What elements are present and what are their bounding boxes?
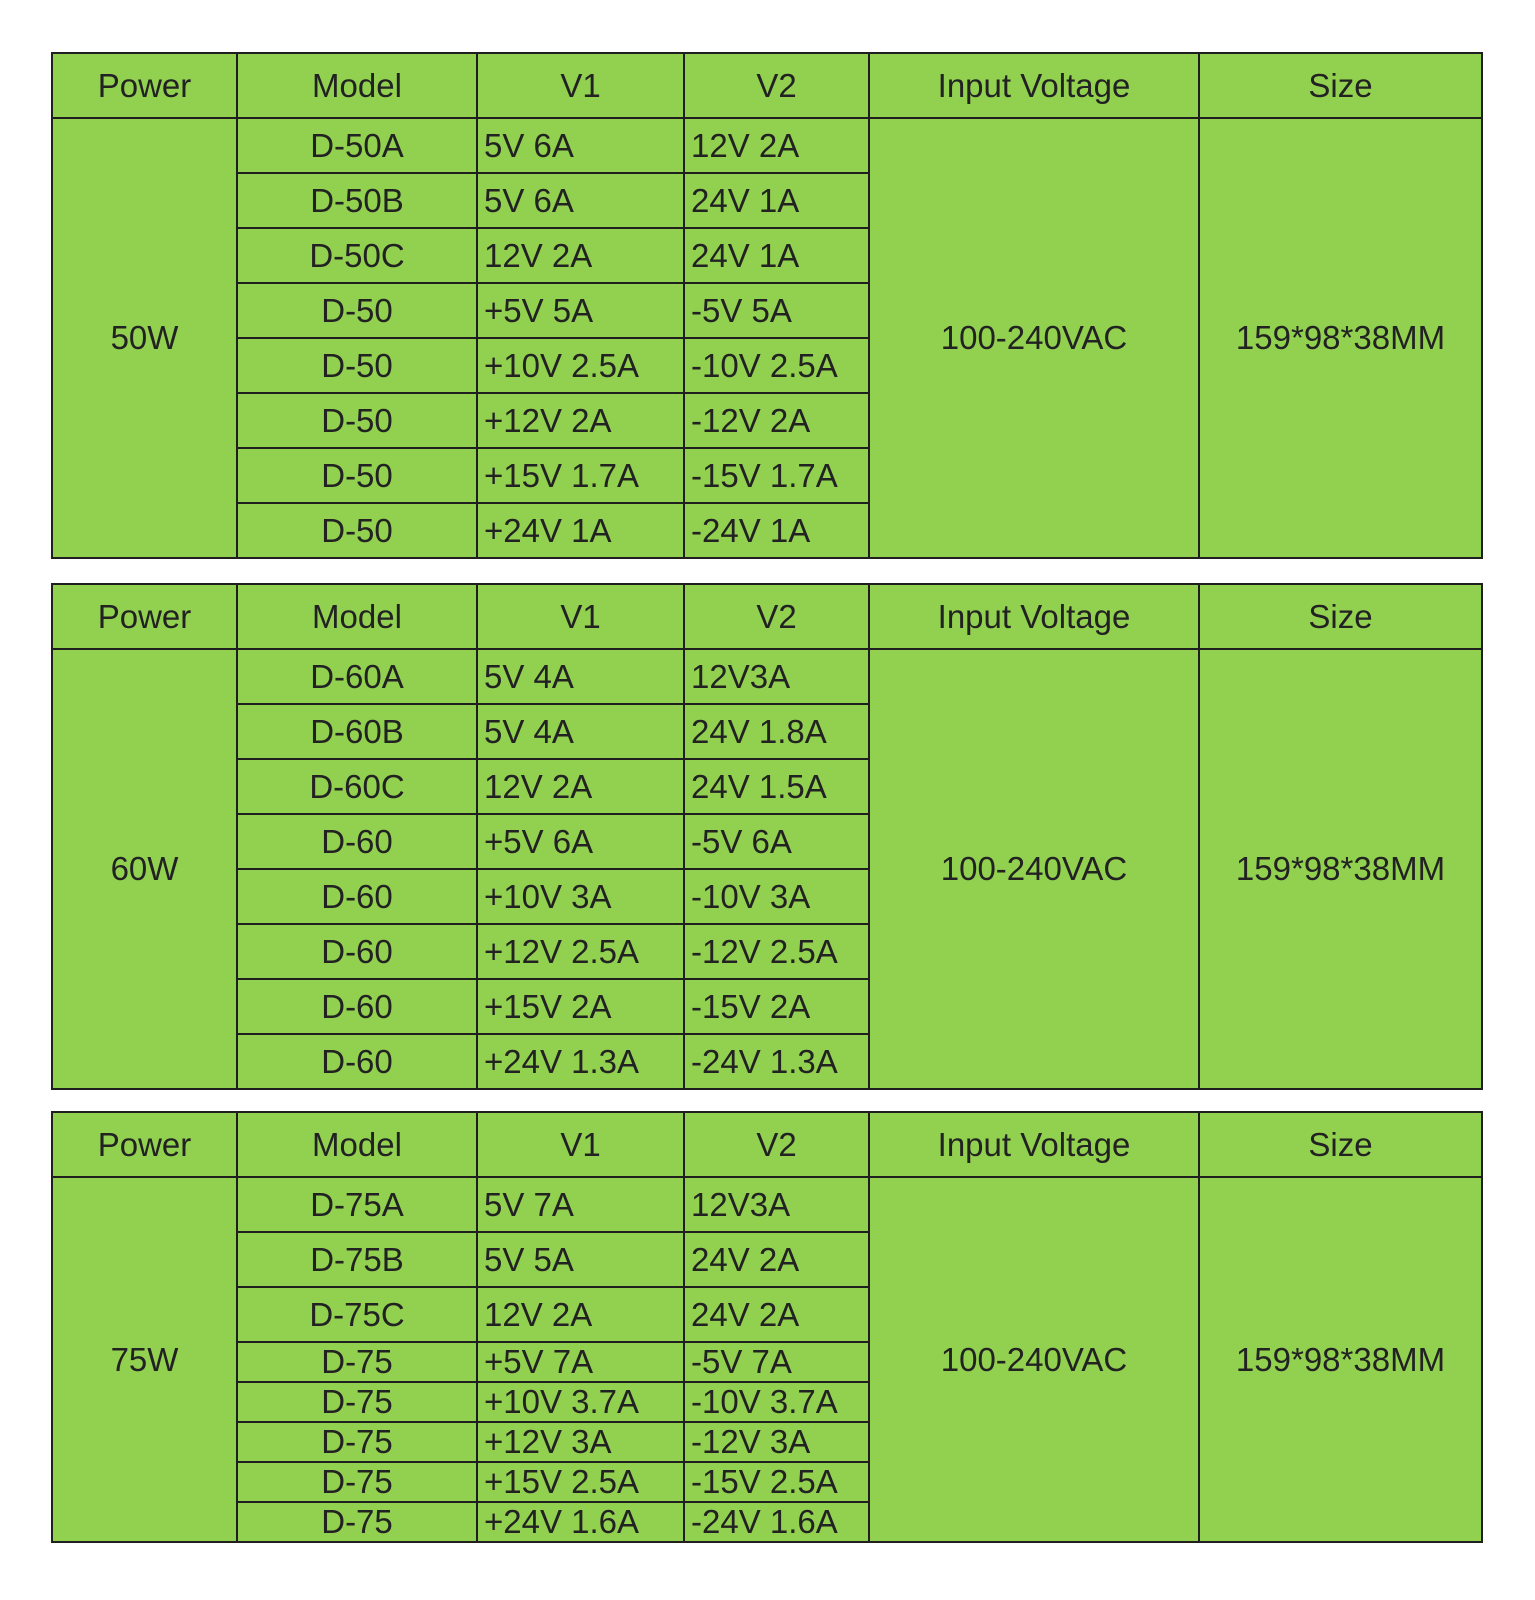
power-cell: 60W xyxy=(52,649,237,1089)
header-v1: V1 xyxy=(477,1112,684,1177)
v2-cell: 12V 2A xyxy=(684,118,869,173)
v1-cell: +24V 1.6A xyxy=(477,1502,684,1542)
v2-cell: 24V 2A xyxy=(684,1232,869,1287)
model-cell: D-75 xyxy=(237,1462,477,1502)
power-cell: 50W xyxy=(52,118,237,558)
input-voltage-cell: 100-240VAC xyxy=(869,1177,1199,1542)
model-cell: D-60A xyxy=(237,649,477,704)
header-v2: V2 xyxy=(684,1112,869,1177)
model-cell: D-50A xyxy=(237,118,477,173)
header-input-voltage: Input Voltage xyxy=(869,53,1199,118)
header-power: Power xyxy=(52,584,237,649)
size-cell: 159*98*38MM xyxy=(1199,649,1482,1089)
table-row xyxy=(52,118,1482,173)
model-cell: D-60 xyxy=(237,814,477,869)
v1-cell: +10V 3.7A xyxy=(477,1382,684,1422)
header-model: Model xyxy=(237,53,477,118)
model-cell: D-60 xyxy=(237,869,477,924)
header-size: Size xyxy=(1199,53,1482,118)
v2-cell: -24V 1.6A xyxy=(684,1502,869,1542)
v2-cell: -5V 6A xyxy=(684,814,869,869)
v2-cell: -24V 1A xyxy=(684,503,869,558)
v1-cell: 12V 2A xyxy=(477,228,684,283)
model-cell: D-75 xyxy=(237,1422,477,1462)
model-cell: D-60 xyxy=(237,979,477,1034)
model-cell: D-60C xyxy=(237,759,477,814)
header-v1: V1 xyxy=(477,53,684,118)
model-cell: D-50 xyxy=(237,393,477,448)
v1-cell: +12V 2A xyxy=(477,393,684,448)
v2-cell: 12V3A xyxy=(684,649,869,704)
v2-cell: -12V 3A xyxy=(684,1422,869,1462)
v1-cell: +12V 3A xyxy=(477,1422,684,1462)
v1-cell: +10V 2.5A xyxy=(477,338,684,393)
v1-cell: 12V 2A xyxy=(477,759,684,814)
model-cell: D-75 xyxy=(237,1382,477,1422)
v1-cell: +15V 2A xyxy=(477,979,684,1034)
header-input-voltage: Input Voltage xyxy=(869,584,1199,649)
v1-cell: +15V 2.5A xyxy=(477,1462,684,1502)
v1-cell: +5V 7A xyxy=(477,1342,684,1382)
header-v2: V2 xyxy=(684,584,869,649)
header-input-voltage: Input Voltage xyxy=(869,1112,1199,1177)
v2-cell: 24V 1.5A xyxy=(684,759,869,814)
header-model: Model xyxy=(237,1112,477,1177)
v2-cell: 12V3A xyxy=(684,1177,869,1232)
v1-cell: +12V 2.5A xyxy=(477,924,684,979)
v1-cell: 5V 6A xyxy=(477,118,684,173)
size-cell: 159*98*38MM xyxy=(1199,1177,1482,1542)
model-cell: D-50 xyxy=(237,338,477,393)
table-row xyxy=(52,649,1482,704)
model-cell: D-60B xyxy=(237,704,477,759)
header-v1: V1 xyxy=(477,584,684,649)
header-row xyxy=(52,1112,1482,1177)
model-cell: D-75A xyxy=(237,1177,477,1232)
v1-cell: +5V 5A xyxy=(477,283,684,338)
v2-cell: -10V 3.7A xyxy=(684,1382,869,1422)
model-cell: D-75 xyxy=(237,1502,477,1542)
spec-table-75w xyxy=(51,1111,1483,1543)
v1-cell: +24V 1.3A xyxy=(477,1034,684,1089)
v1-cell: 5V 5A xyxy=(477,1232,684,1287)
v2-cell: 24V 1A xyxy=(684,228,869,283)
v2-cell: -5V 5A xyxy=(684,283,869,338)
v2-cell: -12V 2A xyxy=(684,393,869,448)
header-model: Model xyxy=(237,584,477,649)
model-cell: D-50B xyxy=(237,173,477,228)
v2-cell: -5V 7A xyxy=(684,1342,869,1382)
v2-cell: -15V 2A xyxy=(684,979,869,1034)
header-row xyxy=(52,53,1482,118)
spec-table-50w xyxy=(51,52,1483,559)
input-voltage-cell: 100-240VAC xyxy=(869,649,1199,1089)
header-power: Power xyxy=(52,1112,237,1177)
v1-cell: 12V 2A xyxy=(477,1287,684,1342)
v2-cell: 24V 1.8A xyxy=(684,704,869,759)
v1-cell: 5V 6A xyxy=(477,173,684,228)
v1-cell: +24V 1A xyxy=(477,503,684,558)
v2-cell: -10V 3A xyxy=(684,869,869,924)
v1-cell: 5V 7A xyxy=(477,1177,684,1232)
power-cell: 75W xyxy=(52,1177,237,1542)
v2-cell: -15V 1.7A xyxy=(684,448,869,503)
model-cell: D-50C xyxy=(237,228,477,283)
model-cell: D-75 xyxy=(237,1342,477,1382)
model-cell: D-60 xyxy=(237,924,477,979)
v2-cell: -15V 2.5A xyxy=(684,1462,869,1502)
v2-cell: -24V 1.3A xyxy=(684,1034,869,1089)
v2-cell: -10V 2.5A xyxy=(684,338,869,393)
model-cell: D-75B xyxy=(237,1232,477,1287)
v1-cell: 5V 4A xyxy=(477,649,684,704)
spec-table-60w xyxy=(51,583,1483,1090)
header-size: Size xyxy=(1199,1112,1482,1177)
model-cell: D-60 xyxy=(237,1034,477,1089)
model-cell: D-75C xyxy=(237,1287,477,1342)
header-v2: V2 xyxy=(684,53,869,118)
v2-cell: -12V 2.5A xyxy=(684,924,869,979)
model-cell: D-50 xyxy=(237,283,477,338)
table-row xyxy=(52,1177,1482,1232)
model-cell: D-50 xyxy=(237,503,477,558)
v2-cell: 24V 1A xyxy=(684,173,869,228)
v1-cell: +10V 3A xyxy=(477,869,684,924)
header-row xyxy=(52,584,1482,649)
v1-cell: 5V 4A xyxy=(477,704,684,759)
header-power: Power xyxy=(52,53,237,118)
model-cell: D-50 xyxy=(237,448,477,503)
header-size: Size xyxy=(1199,584,1482,649)
v2-cell: 24V 2A xyxy=(684,1287,869,1342)
v1-cell: +15V 1.7A xyxy=(477,448,684,503)
size-cell: 159*98*38MM xyxy=(1199,118,1482,558)
v1-cell: +5V 6A xyxy=(477,814,684,869)
input-voltage-cell: 100-240VAC xyxy=(869,118,1199,558)
